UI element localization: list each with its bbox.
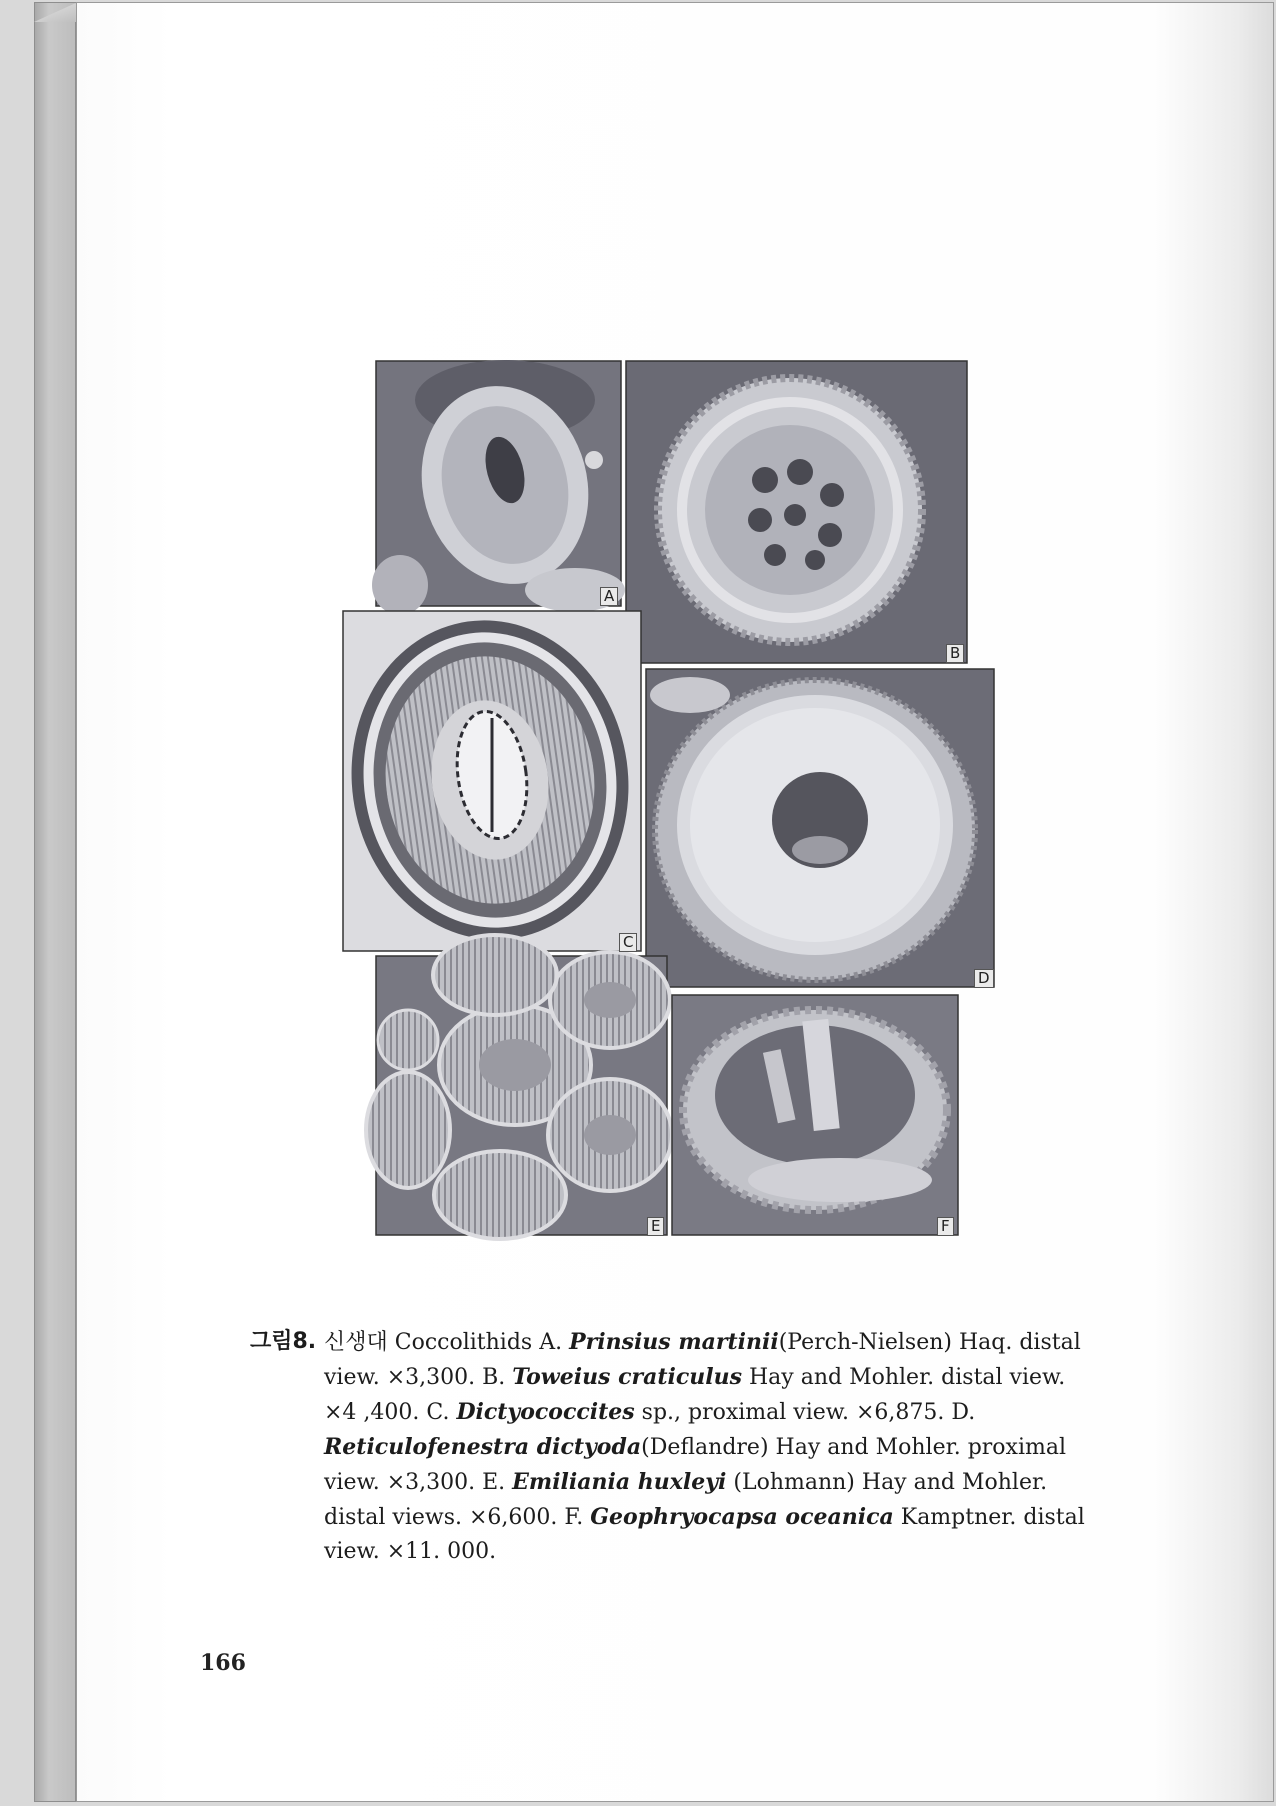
- caption-text-segment: sp., proximal view. ×6,875. D.: [634, 1400, 976, 1425]
- caption-text-segment: 신생대 Coccolithids A.: [324, 1330, 570, 1355]
- caption-species-name: Reticulofenestra dictyoda: [324, 1434, 642, 1460]
- caption-species-name: Geophryocapsa oceanica: [590, 1504, 894, 1530]
- photo-panel-b: [626, 361, 967, 663]
- caption-species-name: Prinsius martinii: [569, 1329, 779, 1355]
- panel-label-b: B: [946, 644, 964, 663]
- photo-panel-a: [372, 360, 625, 615]
- panel-label-d: D: [974, 969, 994, 988]
- caption-text-segment: (Lohmann) Hay and Mohler. distal views. ×6,600. F.: [324, 1470, 1048, 1530]
- figure-caption: [250, 1325, 1110, 1569]
- page-number: 166: [200, 1650, 246, 1676]
- caption-species-name: Toweius craticulus: [512, 1364, 742, 1390]
- caption-species-name: Emiliania huxleyi: [512, 1469, 727, 1495]
- caption-body: [324, 1325, 1102, 1569]
- caption-text-segment: (Perch-Nielsen) Haq. distal view. ×3,300. B.: [324, 1330, 1081, 1390]
- caption-species-name: Dictyococcites: [456, 1399, 635, 1425]
- caption-text-segment: Kamptner. distal view. ×11. 000.: [324, 1505, 1085, 1564]
- panel-label-e: E: [647, 1217, 664, 1236]
- panel-label-f: F: [937, 1217, 954, 1236]
- caption-figure-number: 그림8.: [250, 1329, 317, 1354]
- panel-label-c: C: [619, 933, 637, 952]
- photo-panel-c: [331, 602, 649, 957]
- photo-panel-e: [366, 935, 672, 1239]
- caption-text-segment: (Deflandre) Hay and Mohler. proximal view. ×3,300. E.: [324, 1435, 1066, 1495]
- photo-panel-d: [646, 669, 994, 987]
- photo-panel-f: [672, 995, 958, 1235]
- caption-text-segment: Hay and Mohler. distal view. ×4 ,400. C.: [324, 1365, 1066, 1425]
- panel-label-a: A: [600, 587, 618, 606]
